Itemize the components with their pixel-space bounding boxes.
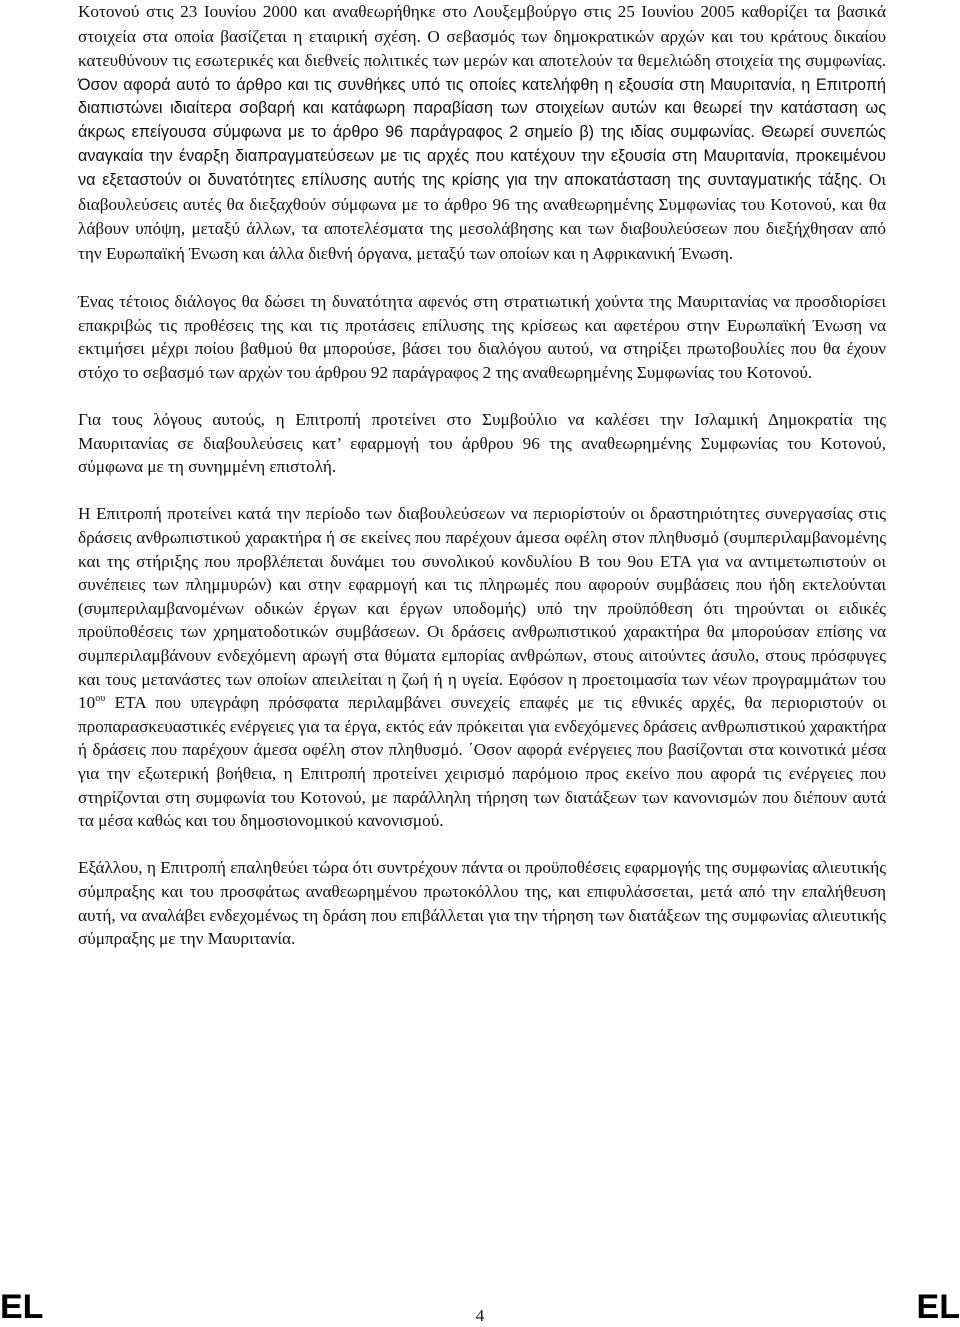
paragraph-2: Ένας τέτοιος διάλογος θα δώσει τη δυνατότητα αφενός στη στρατιωτική χούντα της Μαυριτανίας να προσδιορίσει επακριβώς τις προθέσεις της και τις προτάσεις επίλυσης της κρίσεως και αφετέρου στην Ευρωπαϊκή Ένωση να εκτιμήσει μέχρι ποίου βαθμού θα μπορούσε, βάσει του διαλόγου αυτού, να στηρίξει πρωτοβουλίες που θα έχουν στόχο το σεβασμό των αρχών του άρθρου 92 παράγραφος 2 της αναθεωρημένης Συμφωνίας του Κοτονού. (78, 292, 886, 382)
footer-language-code-right: EL (916, 1288, 960, 1326)
page-number: 4 (475, 1306, 485, 1325)
paragraph-4-part-1: Η Επιτροπή προτείνει κατά την περίοδο των διαβουλεύσεων να περιορίστούν οι δραστηριότητες συνεργασίας στις δράσεις ανθρωπιστικού χαρακτήρα ή σε εκείνες που παρέχουν άμεσα οφέλη στον πληθυσμό (συμπεριλαμβανομένης και της στήριξης που προβλέπεται δυνάμει του συνολικού κονδυλίου Β του 9ου ΕΤΑ για να αντιμετωπιστούν οι συνέπειες των πλημμυρών) και στην εφαρμογή και τις πληρωμές που αφορούν συμβάσεις που ήδη εκτελούνται (συμπεριλαμβανομένων οδικών έργων και έργων υποδομής) υπό την προϋπόθεση ότι τηρούνται οι ειδικές προϋποθέσεις των χρηματοδοτικών συμβάσεων. Οι δράσεις ανθρωπιστικού χαρακτήρα θα μπορούσαν επίσης να συμπεριλαμβάνουν ενδεχόμενη αρωγή στα θύματα εμπορίας ανθρώπων, στους αιτούντες άσυλο, στους πρόσφυγες και τους μετανάστες των οποίων απειλείται η ζωή ή η υγεία. Εφόσον η προετοιμασία των νέων προγραμμάτων του 10 (78, 504, 886, 713)
paragraph-3: Για τους λόγους αυτούς, η Επιτροπή προτείνει στο Συμβούλιο να καλέσει την Ισλαμική Δημοκρατία της Μαυριτανίας σε διαβουλεύσεις κατ’ εφαρμογή του άρθρου 96 της αναθεωρημένης Συμφωνίας του Κοτονού, σύμφωνα με τη συνημμένη επιστολή. (78, 410, 886, 477)
footer-language-code-left: EL (0, 1288, 44, 1326)
paragraph-1-serif-text: Κοτονού στις 23 Ιουνίου 2000 και αναθεωρήθηκε στο Λουξεμβούργο στις 25 Ιουνίου 2005 καθορίζει τα βασικά στοιχεία στα οποία βασίζεται η εταιρική σχέση. Ο σεβασμός των δημοκρατικών αρχών και του κράτους δικαίου κατευθύνουν τις εσωτερικές και διεθνείς πολιτικές των μερών και αποτελούν τα θεμελιώδη στοιχεία της συμφωνίας. (78, 2, 886, 71)
document-body (78, 0, 886, 974)
paragraph-4-part-2: ΕΤΑ που υπεγράφη πρόσφατα περιλαμβάνει συνεχείς επαφές με τις εθνικές αρχές, θα περιοριστούν οι προπαρασκευαστικές ενέργειες για τα έργα, εκτός εάν πρόκειται για ενδεχόμενες δράσεις ανθρωπιστικού χαρακτήρα ή δράσεις που παρέχουν άμεσα οφέλη στον πληθυσμό. ΄Οσον αφορά ενέργειες που βασίζονται στα κοινοτικά μέσα για την εξωτερική βοήθεια, η Επιτροπή προτείνει χειρισμό παρόμοιο προς εκείνο που αφορά τις ενέργειες που στηρίζονται στη συμφωνία του Κοτονού, με παράλληλη τήρηση των διατάξεων των κανονισμών που διέπουν αυτά τα μέσα καθώς και του δημοσιονομικού κανονισμού. (78, 693, 886, 831)
paragraph-5: Εξάλλου, η Επιτροπή επαληθεύει τώρα ότι συντρέχουν πάντα οι προϋποθέσεις εφαρμογής της συμφωνίας αλιευτικής σύμπραξης και του προσφάτως αναθεωρημένου πρωτοκόλλου της, και επιφυλάσσεται, μετά από την επαλήθευση αυτή, να αναλάβει ενδεχομένως τη δράση που επιβάλλεται για την τήρηση των διατάξεων της συμφωνίας αλιευτικής σύμπραξης με την Μαυριτανία. (78, 858, 886, 949)
ordinal-superscript: ου (95, 693, 106, 705)
paragraph-1 (78, 0, 886, 267)
paragraph-1-sans-text: Όσον αφορά αυτό το άρθρο και τις συνθήκες υπό τις οποίες κατελήφθη η εξουσία στη Μαυριτανία, η Επιτροπή διαπιστώνει ιδιαίτερα σοβαρή και κατάφωρη παραβίαση των στοιχείων αυτών και θεωρεί την κατάσταση ως άκρως επείγουσα σύμφωνα με το άρθρο 96 παράγραφος 2 σημείο β) της ιδίας συμφωνίας. Θεωρεί συνεπώς αναγκαία την έναρξη διαπραγματεύσεων με τις αρχές που κατέχουν την εξουσία στη Μαυριτανία, προκειμένου να εξεταστούν οι δυνατότητες επίλυσης αυτής της κρίσης για την αποκατάσταση της συνταγματικής τάξης. (78, 75, 886, 190)
paragraph-4 (78, 502, 886, 832)
paragraph-1-serif-tail: Οι διαβουλεύσεις αυτές θα διεξαχθούν σύμφωνα με το άρθρο 96 της αναθεωρημένης Συμφωνίας του Κοτονού, και θα λάβουν υπόψη, μεταξύ άλλων, τα αποτελέσματα της μεσολάβησης και των διαβουλεύσεων που διεξήχθησαν από την Ευρωπαϊκή Ένωση και άλλα διεθνή όργανα, μεταξύ των οποίων και η Αφρικανική Ένωση. (78, 170, 886, 263)
